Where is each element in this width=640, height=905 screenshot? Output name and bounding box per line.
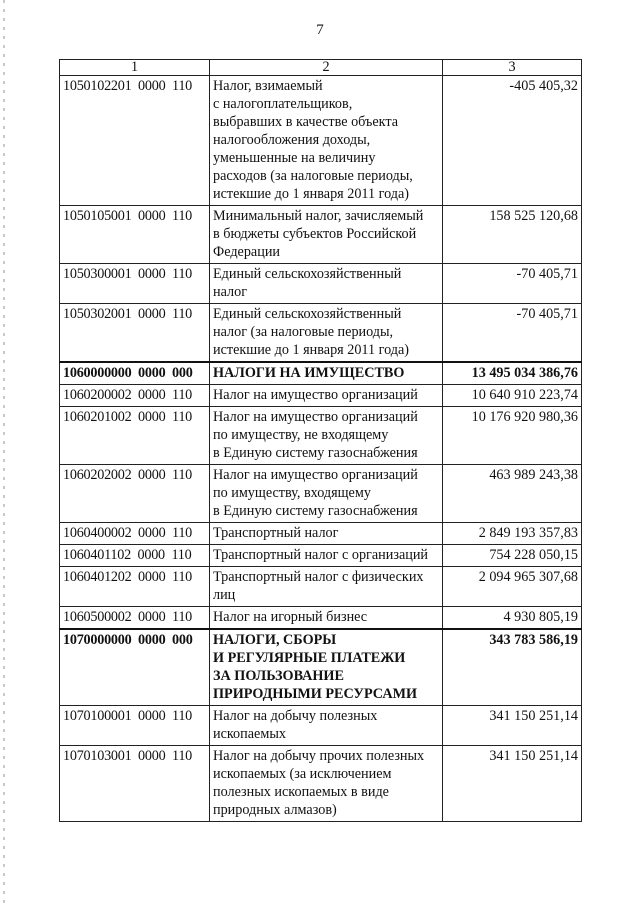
item-name <box>210 76 443 206</box>
budget-code: 1050302001 0000 110 <box>60 304 210 363</box>
item-name <box>210 629 443 706</box>
item-name-line: Единый сельскохозяйственный <box>213 266 402 282</box>
budget-code: 1050102201 0000 110 <box>60 76 210 206</box>
item-name <box>210 362 443 385</box>
budget-table <box>59 59 582 822</box>
item-name-line: Единый сельскохозяйственный <box>213 306 402 322</box>
item-name-line: НАЛОГИ, СБОРЫ <box>213 632 337 648</box>
amount: -70 405,71 <box>443 264 582 304</box>
item-name-line: Транспортный налог <box>213 525 339 541</box>
item-name-line: истекшие до 1 января 2011 года) <box>213 186 410 202</box>
table-row <box>60 465 582 523</box>
item-name-line: в Единую систему газоснабжения <box>213 445 418 461</box>
budget-code: 1070100001 0000 110 <box>60 706 210 746</box>
table-row <box>60 407 582 465</box>
item-name-line: выбравших в качестве объекта <box>213 114 399 130</box>
table-row <box>60 304 582 363</box>
column-header-code: 1 <box>60 60 210 76</box>
item-name-line: Налог на игорный бизнес <box>213 609 368 625</box>
item-name-line: налог <box>213 284 248 300</box>
item-name-line: ископаемых <box>213 726 286 742</box>
item-name-line: НАЛОГИ НА ИМУЩЕСТВО <box>213 365 405 381</box>
table-row <box>60 567 582 607</box>
item-name-line: в Единую систему газоснабжения <box>213 503 418 519</box>
item-name-line: расходов (за налоговые периоды, <box>213 168 413 184</box>
item-name-line: с налогоплательщиков, <box>213 96 353 112</box>
table-row <box>60 206 582 264</box>
item-name <box>210 746 443 822</box>
table-row <box>60 385 582 407</box>
amount: 4 930 805,19 <box>443 607 582 630</box>
budget-code: 1060401102 0000 110 <box>60 545 210 567</box>
item-name-line: ЗА ПОЛЬЗОВАНИЕ <box>213 668 344 684</box>
item-name-line: Налог на добычу прочих полезных <box>213 748 425 764</box>
amount: -405 405,32 <box>443 76 582 206</box>
table-row <box>60 607 582 630</box>
item-name <box>210 407 443 465</box>
item-name-line: Налог на имущество организаций <box>213 409 418 425</box>
budget-code: 1070000000 0000 000 <box>60 629 210 706</box>
page-number: 7 <box>316 22 324 38</box>
item-name <box>210 206 443 264</box>
item-name-line: Федерации <box>213 244 281 260</box>
item-name <box>210 706 443 746</box>
amount: 463 989 243,38 <box>443 465 582 523</box>
item-name-line: истекшие до 1 января 2011 года) <box>213 342 410 358</box>
budget-code: 1060400002 0000 110 <box>60 523 210 545</box>
column-header-amount: 3 <box>443 60 582 76</box>
table-row <box>60 264 582 304</box>
amount: 2 094 965 307,68 <box>443 567 582 607</box>
item-name <box>210 607 443 630</box>
column-header-name: 2 <box>210 60 443 76</box>
budget-code: 1060201002 0000 110 <box>60 407 210 465</box>
item-name-line: лиц <box>213 587 236 603</box>
item-name-line: природных алмазов) <box>213 802 337 818</box>
amount: 10 640 910 223,74 <box>443 385 582 407</box>
item-name-line: в бюджеты субъектов Российской <box>213 226 417 242</box>
item-name-line: Транспортный налог с физических <box>213 569 424 585</box>
table-row <box>60 706 582 746</box>
item-name-line: Транспортный налог с организаций <box>213 547 429 563</box>
budget-code: 1060401202 0000 110 <box>60 567 210 607</box>
amount: 2 849 193 357,83 <box>443 523 582 545</box>
amount: 343 783 586,19 <box>443 629 582 706</box>
amount: -70 405,71 <box>443 304 582 363</box>
amount: 158 525 120,68 <box>443 206 582 264</box>
item-name-line: Минимальный налог, зачисляемый <box>213 208 424 224</box>
item-name <box>210 385 443 407</box>
budget-code: 1070103001 0000 110 <box>60 746 210 822</box>
item-name <box>210 304 443 363</box>
item-name <box>210 545 443 567</box>
item-name-line: по имуществу, входящему <box>213 485 371 501</box>
amount: 754 228 050,15 <box>443 545 582 567</box>
item-name-line: полезных ископаемых в виде <box>213 784 389 800</box>
budget-code: 1060500002 0000 110 <box>60 607 210 630</box>
item-name-line: уменьшенные на величину <box>213 150 376 166</box>
item-name-line: Налог на имущество организаций <box>213 387 418 403</box>
item-name <box>210 465 443 523</box>
amount: 341 150 251,14 <box>443 706 582 746</box>
item-name-line: ископаемых (за исключением <box>213 766 392 782</box>
item-name-line: И РЕГУЛЯРНЫЕ ПЛАТЕЖИ <box>213 650 406 666</box>
item-name <box>210 523 443 545</box>
item-name-line: Налог, взимаемый <box>213 78 323 94</box>
amount: 10 176 920 980,36 <box>443 407 582 465</box>
budget-code: 1050300001 0000 110 <box>60 264 210 304</box>
item-name-line: ПРИРОДНЫМИ РЕСУРСАМИ <box>213 686 417 702</box>
table-header-row <box>60 60 582 76</box>
table-row <box>60 746 582 822</box>
item-name <box>210 264 443 304</box>
table-row <box>60 76 582 206</box>
item-name <box>210 567 443 607</box>
item-name-line: по имуществу, не входящему <box>213 427 389 443</box>
amount: 13 495 034 386,76 <box>443 362 582 385</box>
item-name-line: Налог на имущество организаций <box>213 467 418 483</box>
budget-code: 1060000000 0000 000 <box>60 362 210 385</box>
budget-code: 1060200002 0000 110 <box>60 385 210 407</box>
table-row <box>60 629 582 706</box>
scan-edge <box>3 0 5 905</box>
table-row <box>60 545 582 567</box>
table-row <box>60 523 582 545</box>
item-name-line: Налог на добычу полезных <box>213 708 378 724</box>
budget-code: 1050105001 0000 110 <box>60 206 210 264</box>
item-name-line: налог (за налоговые периоды, <box>213 324 394 340</box>
amount: 341 150 251,14 <box>443 746 582 822</box>
budget-code: 1060202002 0000 110 <box>60 465 210 523</box>
table-row <box>60 362 582 385</box>
item-name-line: налогообложения доходы, <box>213 132 371 148</box>
